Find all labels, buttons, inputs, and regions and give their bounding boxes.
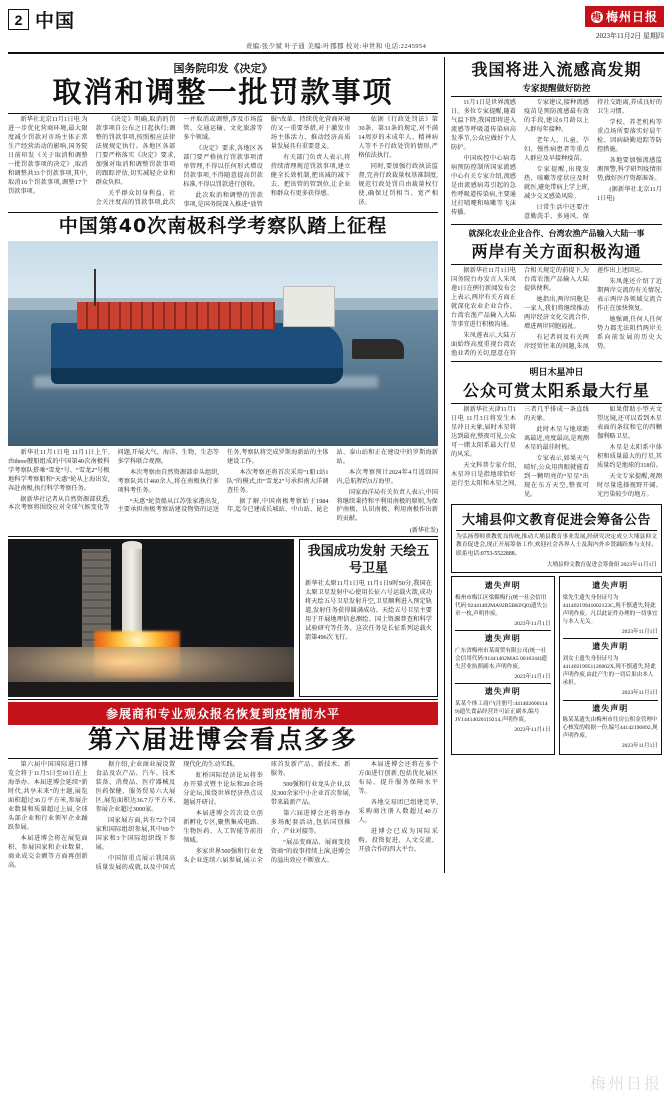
lost-notice-date: 2023年11月1日	[621, 743, 658, 750]
article-cross-strait	[451, 228, 662, 359]
paragraph: 各地交易团已组建完毕,采购商注册人数超过40万人。	[358, 798, 438, 824]
article-body	[8, 116, 438, 210]
article-flu-season	[451, 60, 662, 222]
paragraph: 朱凤莲表示,大陆方面始终高度重视台湾农渔业者的关切,愿意在符合相关规定的前提下,为台湾农渔产品输入大陆提供便利。	[451, 267, 589, 358]
photo-rocket-body	[122, 546, 142, 638]
lost-notice-text: 梁先生遗失身份证号为44140219941002123C,现不慎遗失,特此声明作废。凡以此证件办理的一切事宜与本人无关。	[562, 594, 658, 626]
paragraph: 她强调,任何人任何势力都无法阻挡两岸关系向前发展的历史大势。	[597, 316, 662, 351]
notice-signature: 大埔县仰文教育促进会筹备组 2023年11月1日	[546, 562, 657, 569]
divider	[456, 530, 657, 531]
paragraph: 日常生活中还要注意勤洗手、多通风、保持社交距离,养成良好的卫生习惯。	[524, 99, 662, 220]
photo-ship-lower-hull	[51, 368, 343, 384]
lost-notice-text: 刘女士遗失身份证号为44140219951126002X,现不慎遗失,特此声明作废,由此产生的一切后果由本人承担。	[562, 655, 656, 687]
article-headline: 取消和调整一批罚款事项	[52, 75, 394, 109]
photo-ship-mast	[94, 269, 96, 306]
paragraph: 本次考察预计2024年4月返回国内,总航程约3万海里。	[336, 468, 438, 485]
paragraph: 关乎群众切身利益、社会关注度高的罚款事项,此次一并取消或调整,涉及市场监管、交通运输、文化旅游等多个领域。	[95, 115, 263, 206]
paragraph: 本次考察还将首次采用“1船1站1队”的模式,由“雪龙2”号承担南大洋调查任务。	[227, 468, 329, 494]
launch-caption-box	[299, 539, 438, 697]
paragraph: 有记者问及有关两岸经贸往来的问题,朱凤莲作出上述回应。	[524, 267, 647, 351]
caption-text: 新华社太原11月1日电 11月1日9时50分,我国在太原卫星发射中心使用长征六号运载火箭,成功将天绘五号卫星发射升空,卫星顺利进入预定轨道,发射任务获得圆满成功。天绘五号卫星主要用于开展地理信息测绘、国土资源普查和科学试验研究等任务。这次任务是长征系列运载火箭第496次飞行。	[305, 579, 432, 641]
divider	[451, 224, 662, 225]
paragraph: (据新华社北京11月1日电)	[597, 186, 662, 203]
divider	[8, 113, 438, 114]
masthead-rule	[8, 52, 664, 54]
paragraph: 本次考察由自然资源部牵头组织,考察队共计460余人,将在南极执行多项科考任务。	[117, 468, 219, 494]
divider	[451, 361, 662, 362]
lost-notice-date: 2023年11月1日	[514, 621, 551, 628]
paragraph: 朱凤莲还介绍了近期两岸交流的有关情况,表示两岸各领域交流合作正在加快恢复。	[597, 278, 662, 313]
article-kicker: 国务院印发《决定》	[173, 63, 273, 75]
masthead-left	[8, 6, 75, 33]
divider	[8, 699, 438, 700]
logo-mark-icon: 梅	[591, 11, 603, 23]
masthead-right	[585, 6, 664, 41]
rocket-launch-photo	[8, 539, 294, 697]
paragraph: 新华社北京11月1日电 为进一步优化营商环境,最大限度减少罚款对市场主体正常生产经营活动的影响,国务院日前印发《关于取消和调整一批罚款事项的决定》,取消和调整共33个罚款事项,其中,取消16个罚款事项,调整17个罚款事项。	[8, 115, 88, 195]
divider	[8, 758, 438, 759]
lost-notice-header: 遗失声明	[484, 634, 521, 644]
divider	[451, 403, 662, 404]
paragraph: 新华社11月1日电 11月1日上午,由three艘船组成的中国第40次南极科学考察队搭乘“雪龙”号、“雪龙2”号极地科学考察船和“天惠”轮从上海出发,奔赴南极,执行科学考察任务。	[8, 448, 110, 492]
divider	[563, 700, 659, 701]
lost-notice-column-right	[559, 576, 663, 754]
publication-date: 2023年11月2日 星期四	[596, 32, 664, 40]
page-watermark: 梅州日报	[589, 1074, 662, 1093]
paragraph: 《决定》要求,各地区各部门要严格执行罚款事项清单管理,不得以任何形式增设罚款事项,不得随意提高罚款标准,不得以罚款进行创收。	[183, 144, 263, 188]
article-body	[451, 99, 662, 222]
paragraph: 各地要加强流感监测预警,科学研判疫情形势,做好医疗资源准备。	[597, 157, 662, 183]
photo-cargo-containers	[77, 302, 275, 329]
lost-notice-date: 2023年11月1日	[621, 690, 658, 697]
photo-credit: (新华社发)	[410, 528, 438, 535]
paragraph: 国家海洋局有关负责人表示,中国将继续秉持和平利用南极的原则,为保护南极、认识南极、利用南极作出新的贡献。	[336, 488, 438, 523]
article-kicker: 就深化农业企业合作、台湾农渔产品输入大陆一事	[468, 228, 645, 238]
lost-notice-text: 梅州市梅江区梁媚梅行(统一社会信用代码:92441402MA92B5BKFQ0)遗失公章一枚,声明作废。	[455, 594, 548, 618]
paragraph: 本届进博会首次设立创新孵化专区,聚焦集成电路、生物医药、人工智能等前沿领域。	[183, 809, 263, 844]
section-title: 中国	[35, 10, 76, 32]
divider	[455, 683, 551, 684]
photo-rocket-nose	[122, 541, 142, 549]
article-satellite-launch	[8, 539, 438, 697]
paragraph: 据了解,中国南极考察始于1984年,迄今已建成长城站、中山站、昆仑站、泰山站和正在建设中的罗斯海新站。	[227, 448, 438, 514]
paragraph: 据新华社11月1日电 国务院台办发言人朱凤莲1日在例行新闻发布会上表示,两岸有关方面正就深化农业企业合作、台湾农渔产品输入大陆等事宜进行积极沟通。	[451, 267, 516, 329]
caption-title: 我国成功发射 天绘五号卫星	[307, 544, 430, 576]
paragraph: 多家世界500强和行业龙头企业连续六届参展,展示全球首发新产品、新技术、新服务。	[183, 760, 351, 864]
paragraph: 专家表示,如果天气晴好,公众用肉眼就能看到一颗明亮的“星星”出现在东方天空,整夜可见。	[524, 455, 589, 499]
article-subhead: 专家提醒做好防控	[522, 83, 591, 94]
article-body	[8, 449, 438, 525]
notice-title: 大埔县仰文教育促进会筹备公告	[461, 513, 651, 529]
paragraph: 据新华社记者从自然资源部获悉,本次考察将围绕应对全球气候变化等问题,开展大气、海洋、生物、生态等多学科联合观测。	[8, 448, 219, 512]
right-column	[444, 57, 662, 873]
page-columns	[8, 57, 664, 873]
divider	[451, 264, 662, 265]
divider	[455, 630, 551, 631]
lost-notice-date: 2023年11月1日	[621, 629, 658, 636]
paragraph: 《决定》明确,取消的罚款事项自公布之日起执行;调整的罚款事项,按照相应法律法规规定执行。各地区各部门要严格落实《决定》要求,加强对取消和调整罚款事项的跟踪评估,切实减轻企业和群众负担。	[95, 115, 176, 186]
paragraph: 她指出,两岸同胞是一家人,我们将继续推动两岸经济文化交流合作,增进两岸同胞福祉。	[524, 296, 589, 331]
page-number: 2	[8, 9, 29, 30]
paragraph: 据介绍,企业商业展设置食品及农产品、汽车、技术装备、消费品、医疗器械及医药保健、服务贸易六大展区,展览面积达36.7万平方米,参展企业超过3000家。	[95, 760, 176, 813]
paragraph: 专家提醒,出现发热、咳嗽等症状应及时就医,避免带病上学上班,减少交叉感染风险。	[524, 166, 589, 201]
divider	[8, 212, 438, 213]
paragraph: 依据《行政处罚法》第30条、第31条的规定,对不满14周岁的未成年人、精神病人等不予行政处罚的情形,严格依法执行。	[358, 115, 438, 159]
lost-notice-date: 2023年11月1日	[514, 674, 551, 681]
lost-notice-header: 遗失声明	[592, 581, 629, 591]
paragraph: 虹桥国际经济论坛将举办开幕式暨主论坛和20余场分论坛,围绕世界经济热点议题展开研讨。	[183, 771, 263, 806]
paragraph: 有关部门负责人表示,将持续清理规范罚款事项,建立健全长效机制,把该减的减下去、把该管的管到位,让企业和群众有更多获得感。	[270, 153, 351, 197]
paragraph: “天惠”轮货船从江苏张家港出发,主要承担南极考察站建设物资的运送任务,考察队将完成罗斯海新站的主体建设工作。	[117, 448, 329, 514]
paragraph: 如果借助小型天文望远镜,还可以看到木星表面的条纹和它的四颗伽利略卫星。	[597, 406, 662, 441]
editorial-credits: 责编:张少斌 叶子通 美编:叶郡郡 校对:申世和 电话:2245954	[245, 43, 427, 50]
paragraph: 第六届中国国际进口博览会将于11月5日至10日在上海举办。本届进博会延续“新时代,共享未来”的主题,展览面积超过36万平方米,参展企业数量和质量超过上届,全球头部企业和行业领军企业踊跃参展。	[8, 760, 88, 831]
paragraph: 此次取消和调整的罚款事项,是国务院深入推进“放管服”改革、持续优化营商环境的又一重要举措,对于激发市场主体活力、推动经济高质量发展具有重要意义。	[183, 115, 351, 208]
photo-tugboat	[352, 339, 404, 360]
photo-ship-bridge	[283, 286, 335, 327]
paragraph: 500强和行业龙头企业,以及300余家中小企业首次参展,带来最新产品。	[270, 780, 351, 806]
lost-notice-date: 2023年11月1日	[514, 727, 551, 734]
paragraph: 本届进博会将在展览面积、参展国家和企业数量、商业成交金额等方面再创新高。	[8, 834, 88, 869]
article-body	[451, 267, 662, 359]
article-headline: 两岸有关方面积极沟通	[471, 241, 642, 261]
lost-notices-grid	[451, 576, 662, 754]
masthead	[8, 6, 664, 40]
paper-logo	[585, 6, 664, 27]
article-headline: 公众可赏太阳系最大行星	[462, 381, 650, 401]
article-penalty-items	[8, 60, 438, 210]
paper-name: 梅州日报	[605, 10, 658, 24]
lost-notice-header: 遗失声明	[592, 642, 629, 652]
paragraph: 此时木星与地球距离最近,亮度最高,是观测木星的最佳时机。	[524, 426, 589, 452]
article-kicker: 明日木星冲日	[529, 367, 584, 378]
paragraph: 第六届进博会还将举办多场配套活动,包括国别推介、产业对接等。	[270, 809, 351, 835]
paragraph: 木星是太阳系中体积和质量最大的行星,其质量约是地球的318倍。	[597, 444, 662, 470]
paragraph: 中国疾控中心病毒病预防控制所国家流感中心有关专家介绍,流感是由流感病毒引起的急性呼吸道传染病,主要通过打喷嚏和咳嗽等飞沫传播。	[451, 155, 516, 216]
divider	[8, 536, 438, 537]
left-column	[8, 57, 438, 873]
lost-notice-header: 遗失声明	[592, 703, 629, 713]
lost-notice-header: 遗失声明	[484, 687, 521, 697]
paragraph: 老年人、儿童、孕妇、慢性病患者等重点人群应及早接种疫苗。	[524, 137, 589, 163]
paragraph: 中国馆重点展示我国高质量发展的成就,以及中国式现代化的生动实践。	[95, 760, 239, 871]
paragraph: 学校、养老机构等重点场所要落实好晨午检、因病缺勤追踪等防控措施。	[597, 119, 662, 154]
article-headline: 我国将进入流感高发期	[471, 60, 642, 79]
antarctic-expedition-ship-photo	[8, 241, 438, 446]
article-ciie-expo	[8, 702, 438, 872]
article-antarctic-expedition	[8, 216, 438, 535]
divider	[563, 638, 659, 639]
paragraph: 本届进博会还将在多个方面进行创新,包括优化展区布局、提升服务保障水平等。	[358, 760, 438, 795]
article-banner: 参展商和专业观众报名恢复到疫情前水平	[8, 702, 438, 725]
lost-notice-text: 某某个体工商户(注册号:441402600114 9)遗失食品经营许可证正副本,编号JY14414020119214,声明作废。	[455, 700, 548, 724]
paragraph: 国家展方面,共有72个国家和国际组织参展,其中69个国家和3个国际组织线下参展。	[95, 816, 176, 851]
article-body	[8, 761, 438, 873]
notice-body: 为弘扬尊师重教优良传统,推动大埔县教育事业发展,经研究决定成立大埔县仰文教育促进会,现正开展筹备工作,欢迎社会各界人士及海内外乡贤踊跃参与支持。联系电话:0753-5522888。	[456, 534, 657, 557]
paragraph: 据新华社天津11月1日电 11月3日将发生木星冲日天象,届时木星将达到最亮,整夜可见,公众可一睹太阳系最大行星的风采。	[451, 406, 516, 459]
lost-notice-text: 陈某某遗失由梅州市住房公积金管理中心核发的收据一份,编号44142190892,现声明作废。	[562, 717, 658, 740]
photo-ground	[8, 682, 294, 698]
paragraph: 11月1日是世界流感日。多位专家提醒,随着气温下降,我国即将进入流感等呼吸道传染病高发季节,公众应做好个人防护。	[451, 99, 516, 152]
paragraph: 专家建议,接种流感疫苗是预防流感最有效的手段,建议6月龄以上人群每年接种。	[524, 99, 589, 134]
paragraph: 天文专家提醒,观测时尽量选择视野开阔、光污染较少的地方。	[597, 473, 662, 499]
article-headline: 第六届进博会看点多多	[87, 725, 358, 755]
article-headline: 中国第40次南极科学考察队踏上征程	[58, 214, 388, 237]
article-jupiter-opposition	[451, 365, 662, 500]
lost-notice-column-left	[451, 576, 555, 754]
paragraph: 天文科普专家介绍,木星冲日是指地球恰好运行至太阳和木星之间,三者几乎排成一条直线的天象。	[451, 406, 589, 488]
paragraph: 同时,要加强行政执法监督,完善行政裁量权基准制度,规范行政处罚自由裁量权行使,确保过罚相当、宽严相济。	[358, 162, 438, 206]
divider	[451, 96, 662, 97]
lost-notice-header: 遗失声明	[484, 581, 521, 591]
lost-notice-text: 广东省梅州市某商贸有限公司(统一社会信用代码:91441402MA5 0016344)遗失营业执照副本,声明作废。	[455, 647, 548, 671]
article-body	[451, 406, 662, 500]
paragraph: 进博会已成为国际采购、投资促进、人文交流、开放合作的四大平台。	[358, 827, 438, 853]
education-association-notice	[451, 504, 662, 573]
paragraph: “展品变商品、展商变投资商”的故事持续上演,进博会的溢出效应不断放大。	[270, 838, 351, 864]
